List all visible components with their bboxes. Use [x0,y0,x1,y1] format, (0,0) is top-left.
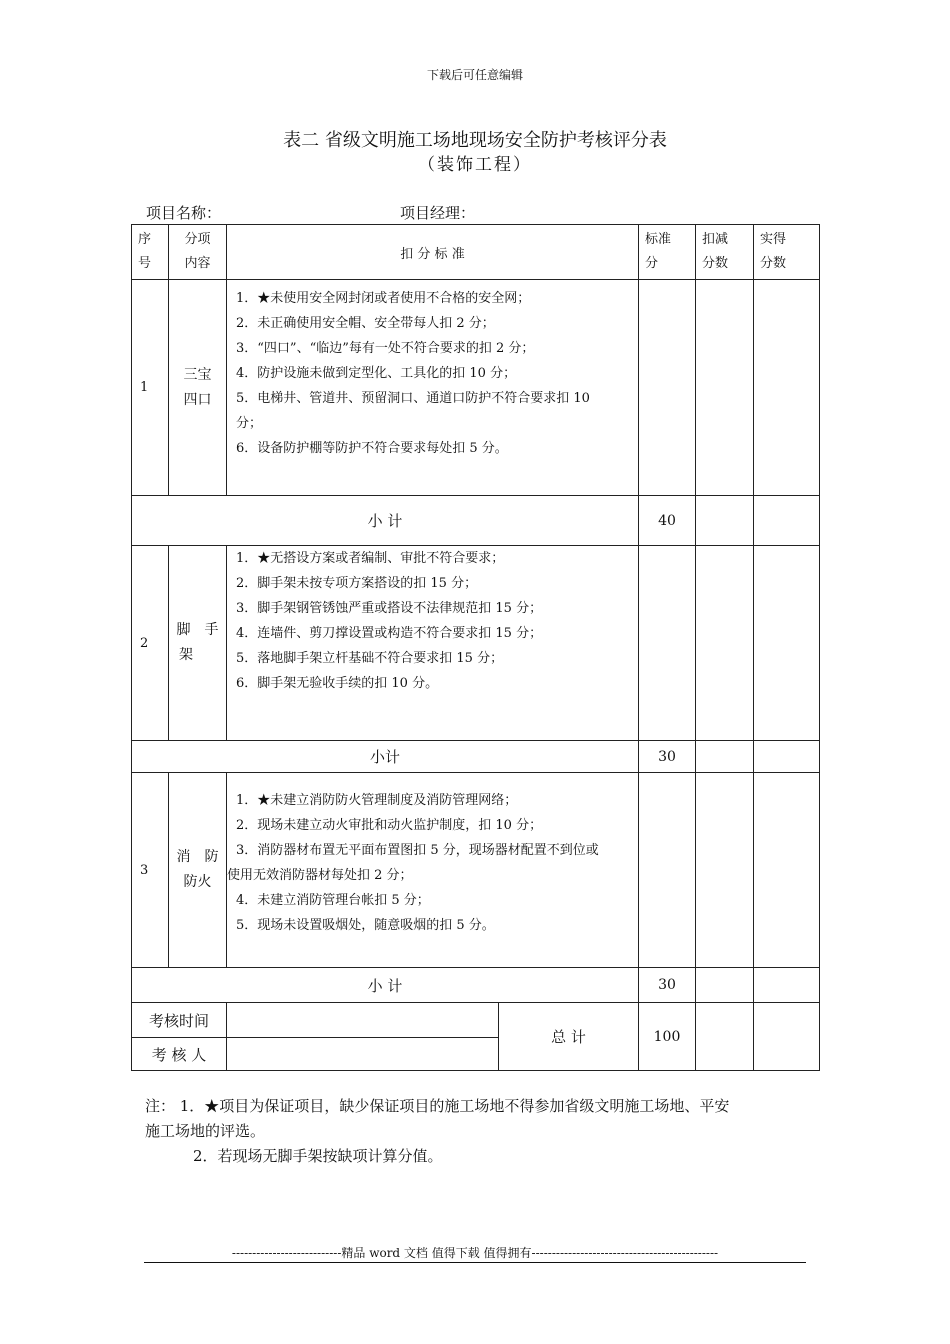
criteria-item: 4．防护设施未做到定型化、工具化的扣 10 分； [236,366,517,381]
subtotal-row [132,741,820,773]
assessment-time-label: 考核时间 [132,1003,227,1038]
criteria-item: 6．设备防护棚等防护不符合要求每处扣 5 分。 [236,441,508,456]
footer-text: ---------------------------精品 word 文档 值得下载 值得拥有---------------------------------------------- [231,1246,719,1260]
page-subtitle: （装饰工程） [418,155,532,175]
section-category: 脚 手 架 [169,546,227,741]
table-row [132,546,820,741]
criteria-item: 2．现场未建立动火审批和动火监护制度，扣 10 分； [236,818,543,833]
header-standard: 标准 分 [639,225,696,280]
table-row [132,773,820,968]
criteria-item: 3．“四口”、“临边”每有一处不符合要求的扣 2 分； [236,341,535,356]
total-score: 100 [639,1003,696,1071]
score-table [131,224,820,1071]
actual-cell [754,546,820,741]
note-line-3: 2．若现场无脚手架按缺项计算分值。 [193,1147,443,1165]
actual-cell [754,968,820,1003]
table-row [132,280,820,496]
section-number: 1 [132,280,169,496]
actual-cell [754,741,820,773]
criteria-item: 5．落地脚手架立杆基础不符合要求扣 15 分； [236,651,504,666]
criteria-item: 5．电梯井、管道井、预留洞口、通道口防护不符合要求扣 10 [236,391,590,406]
subtotal-score: 30 [639,741,696,773]
footer-divider [144,1262,806,1263]
assessment-time-value[interactable] [227,1003,499,1038]
section-number: 3 [132,773,169,968]
criteria-item: 4．未建立消防管理台帐扣 5 分； [236,893,430,908]
note-line-1: 注： 1．★项目为保证项目，缺少保证项目的施工场地不得参加省级文明施工场地、平安 [145,1097,730,1115]
header-deduct: 扣减 分数 [696,225,754,280]
assessor-label: 考 核 人 [132,1038,227,1071]
subtotal-label: 小计 [132,741,639,773]
criteria-item: 5．现场未设置吸烟处，随意吸烟的扣 5 分。 [236,918,495,933]
criteria-item: 1．★无搭设方案或者编制、审批不符合要求； [236,551,505,566]
subtotal-label: 小 计 [132,496,639,546]
subtotal-label: 小 计 [132,968,639,1003]
criteria-list [227,546,639,741]
project-name-label: 项目名称： [146,204,222,222]
page-title: 表二 省级文明施工场地现场安全防护考核评分表 [283,130,667,151]
criteria-item: 1．★未建立消防防火管理制度及消防管理网络； [236,793,518,808]
project-manager-label: 项目经理： [400,204,476,222]
standard-score-cell [639,280,696,496]
criteria-list [227,280,639,496]
total-deduct-cell [696,1003,754,1071]
criteria-item: 1．★未使用安全网封闭或者使用不合格的安全网； [236,291,531,306]
header-item: 分项 内容 [169,225,227,280]
header-note: 下载后可任意编辑 [426,68,523,82]
notes [145,1094,825,1169]
criteria-item: 4．连墙件、剪刀撑设置或构造不符合要求扣 15 分； [236,626,543,641]
deduct-cell [696,280,754,496]
actual-cell [754,280,820,496]
note-line-2: 施工场地的评选。 [145,1122,266,1140]
deduct-cell [696,968,754,1003]
subtotal-row [132,496,820,546]
subtotal-score: 30 [639,968,696,1003]
assessor-value[interactable] [227,1038,499,1071]
deduct-cell [696,546,754,741]
criteria-list [227,773,639,968]
table-header-row [132,225,820,280]
header-criteria: 扣 分 标 准 [227,225,639,280]
criteria-item: 使用无效消防器材每处扣 2 分； [227,868,413,883]
actual-cell [754,773,820,968]
criteria-item: 6．脚手架无验收手续的扣 10 分。 [236,676,439,691]
section-category: 三宝 四口 [169,280,227,496]
header-actual: 实得 分数 [754,225,820,280]
section-category: 消 防 防火 [169,773,227,968]
section-number: 2 [132,546,169,741]
criteria-item: 3．脚手架钢管锈蚀严重或搭设不法律规范扣 15 分； [236,601,543,616]
subtotal-row [132,968,820,1003]
criteria-item: 2．未正确使用安全帽、安全带每人扣 2 分； [236,316,495,331]
deduct-cell [696,741,754,773]
header-seq: 序 号 [132,225,169,280]
total-actual-cell [754,1003,820,1071]
actual-cell [754,496,820,546]
criteria-item: 分； [236,416,263,431]
criteria-item: 2．脚手架未按专项方案搭设的扣 15 分； [236,576,478,591]
criteria-item: 3．消防器材布置无平面布置图扣 5 分，现场器材配置不到位或 [236,843,599,858]
deduct-cell [696,773,754,968]
assessment-time-row [132,1003,820,1038]
standard-score-cell [639,546,696,741]
deduct-cell [696,496,754,546]
total-label: 总 计 [499,1003,639,1071]
standard-score-cell [639,773,696,968]
subtotal-score: 40 [639,496,696,546]
